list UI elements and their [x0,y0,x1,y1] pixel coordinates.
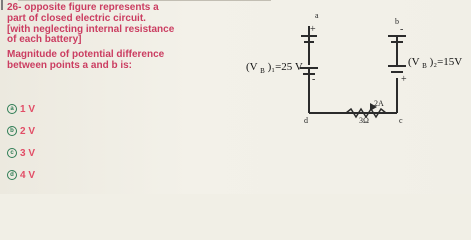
option-b[interactable] [7,122,67,140]
circuit-diagram [246,8,469,140]
battery-right-tail: )₂=15V [429,56,463,68]
option-marker-a: a [7,104,17,114]
question-line-3: [with neglecting internal resistance [7,23,175,35]
question-line-1: 26- opposite figure represents a [7,2,159,13]
circuit-svg [246,8,469,140]
answer-options [7,100,67,188]
option-text-a: 1 V [20,103,36,115]
subquestion-line-2: between points a and b is: [7,59,133,71]
option-marker-c: c [7,148,17,158]
option-d[interactable] [7,166,67,184]
right-top-polarity: - [400,24,404,35]
subquestion [7,50,262,72]
option-text-d: 4 V [20,169,36,181]
battery-left-sub: B [260,67,265,75]
option-c[interactable] [7,144,67,162]
battery-right-label [408,56,462,71]
current-label: 2A [374,99,384,108]
point-d-label: d [304,116,308,125]
right-bottom-polarity: + [401,74,407,85]
battery-left-tail: )₁=25 V [267,61,303,73]
battery-left-prefix: (V [246,61,258,73]
battery-left-label [246,61,303,76]
option-text-c: 3 V [20,147,36,159]
point-a-label: a [315,11,319,20]
left-rule [1,0,3,10]
left-top-polarity: + [310,24,316,35]
battery-right-prefix: (V [408,56,420,68]
point-c-label: c [399,116,403,125]
option-marker-d: d [7,170,17,180]
top-rule [18,0,271,1]
resistance-label: 3Ω [359,116,369,125]
subquestion-line-1: Magnitude of potential difference [7,49,165,61]
question-block [7,3,262,72]
battery-right-sub: B [422,62,427,70]
point-b-label: b [395,17,399,26]
option-text-b: 2 V [20,125,36,137]
option-a[interactable] [7,100,67,118]
left-bottom-polarity: - [312,74,316,85]
question-line-4: of each battery] [7,34,82,46]
option-marker-b: b [7,126,17,136]
question-line-2: part of closed electric circuit. [7,12,146,24]
